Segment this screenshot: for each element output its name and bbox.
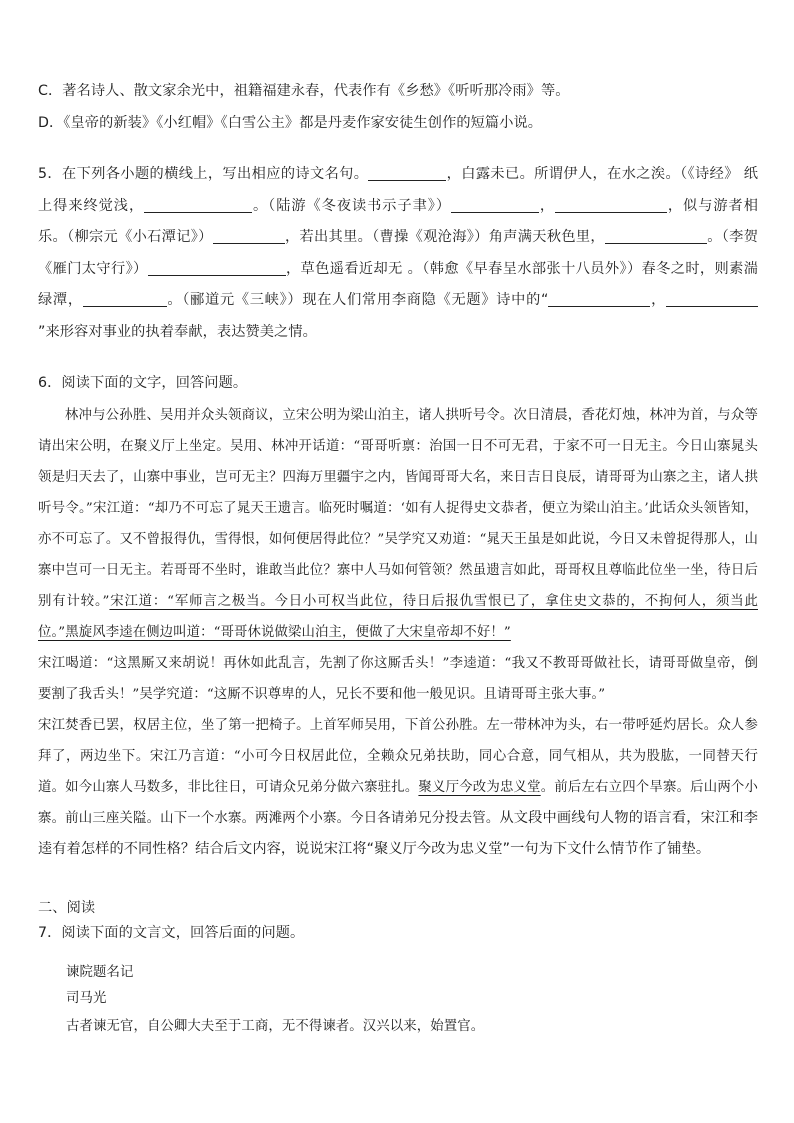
answer-blank[interactable] — [144, 196, 252, 213]
question-6-heading: 6．阅读下面的文字，回答问题。 — [38, 375, 248, 391]
q5-text: 在下列各小题的横线上，写出相应的诗文名句。 — [62, 166, 369, 182]
answer-blank[interactable] — [548, 290, 650, 307]
underlined-sentence: 宋江道：“军师言之极当。今日小可权当此位，待日后报仇雪恨已了，拿住史文恭的，不拘何人，须当此位。”黑旋风李逵在侧边叫道：“哥哥休说做梁山泊主，便做了大宋皇帝却不好！” — [38, 594, 758, 640]
underlined-sentence: 聚义厅今改为忠义堂 — [418, 780, 541, 795]
answer-blank[interactable] — [83, 290, 167, 307]
section-heading: 二、阅读 — [38, 900, 96, 916]
question-5 — [38, 159, 758, 348]
q5-text: 。（陆游《冬夜读书示子聿》） — [252, 197, 451, 214]
answer-blank[interactable] — [605, 227, 707, 244]
essay-title: 谏院题名记 — [66, 965, 134, 980]
answer-blank[interactable] — [451, 196, 539, 213]
option-d: D．《皇帝的新装》《小红帽》《白雪公主》都是丹麦作家安徒生创作的短篇小说。 — [38, 115, 543, 131]
q5-text: 。（郦道元《三峡》）现在人们常用李商隐《无题》诗中的“ — [166, 292, 549, 308]
passage-text: 宋江焚香已罢，权居主位，坐了第一把椅子。上首军师吴用，下首公孙胜。左一带林冲为头，右一带呼延灼居长。众人参拜了，两边坐下。宋江乃言道：“小可今日权居此位，全赖众兄弟扶助，同心合意，同气相从，共为股肱，一同替天行道。如今山寨人马数多，非比往日，可请众兄弟分做六寨驻扎。 — [38, 718, 758, 795]
question-6-prompt: 从文段中画线句人物的语言看，宋江和李逵有着怎样的不同性格？结合后文内容，说说宋江将“聚义厅今改为忠义堂”一句为下文什么情节作了铺垫。 — [38, 810, 758, 857]
q5-text: ，若出其里。（曹操《观沧海》）角声满天秋色里， — [284, 229, 605, 245]
answer-blank[interactable] — [213, 227, 285, 244]
passage-text: 林冲与公孙胜、吴用并众头领商议，立宋公明为梁山泊主，诸人拱听号令。次日清晨，香花灯烛，林冲为首，与众等请出宋公明，在聚义厅上坐定。吴用、林冲开话道：“哥哥听禀：治国一日不可无君，于家不可一日无主。今日山寨晁头领是归天去了，山寨中事业，岂可无主？四海万里疆宇之内，皆闻哥哥大名，来日吉日良辰，请哥哥为山寨之主，诸人拱听号令。”宋江道：“却乃不可忘了晁天王遗言。临死时嘱道：‘如有人捉得史文恭者，便立为梁山泊主。’此话众头领皆知，亦不可忘了。又不曾报得仇，雪得恨，如何便居得此位？”吴学究又劝道：“晁天王虽是如此说，今日又未曾捉得那人，山寨中岂可一日无主。若哥哥不坐时，谁敢当此位？寨中人马如何管领？然虽遗言如此，哥哥权且尊临此位坐一坐，待日后别有计较。” — [38, 408, 758, 609]
passage-text: 宋江喝道：“这黑厮又来胡说！再休如此乱言，先割了你这厮舌头！”李逵道：“我又不教哥哥做社长，请哥哥做皇帝，倒要割了我舌头！”吴学究道：“这厮不识尊卑的人，兄长不要和他一般见识。且请哥哥主张大事。” — [38, 656, 758, 702]
q5-text: ， — [650, 292, 666, 308]
q5-text: ，白露未已。所谓伊人，在水之涘。（《诗经》 纸上得来终觉浅， — [38, 166, 758, 214]
essay-text: 古者谏无官，自公卿大夫至于工商，无不得谏者。汉兴以来，始置官。 — [66, 1019, 485, 1034]
q5-text: ”来形容对事业的执着奉献，表达赞美之情。 — [38, 323, 317, 340]
q5-text: 。（李贺《雁门太守行》） — [38, 229, 758, 277]
q5-text: ，似与游者相乐。（柳宗元《小石潭记》） — [38, 197, 758, 245]
q5-text: ， — [539, 197, 556, 214]
q5-text: ，草色遥看近却无 。（韩愈《早春呈水部张十八员外》）春冬之时，则素湍绿潭， — [38, 260, 758, 308]
question-6-passage — [38, 400, 758, 865]
answer-blank[interactable] — [555, 196, 667, 213]
answer-blank[interactable] — [666, 290, 758, 307]
question-7-heading: 7．阅读下面的文言文，回答后面的问题。 — [38, 925, 305, 941]
option-c: C．著名诗人、散文家余光中，祖籍福建永春，代表作有《乡愁》《听听那冷雨》等。 — [38, 83, 570, 99]
answer-blank[interactable] — [368, 164, 446, 181]
essay-author: 司马光 — [66, 991, 107, 1006]
passage-text: 。前后左右立四个旱寨。后山两个小寨。前山三座关隘。山下一个水寨。两滩两个小寨。今日各请弟兄分投去管。 — [38, 780, 758, 826]
question-number: 5． — [38, 166, 63, 182]
answer-blank[interactable] — [148, 259, 286, 276]
